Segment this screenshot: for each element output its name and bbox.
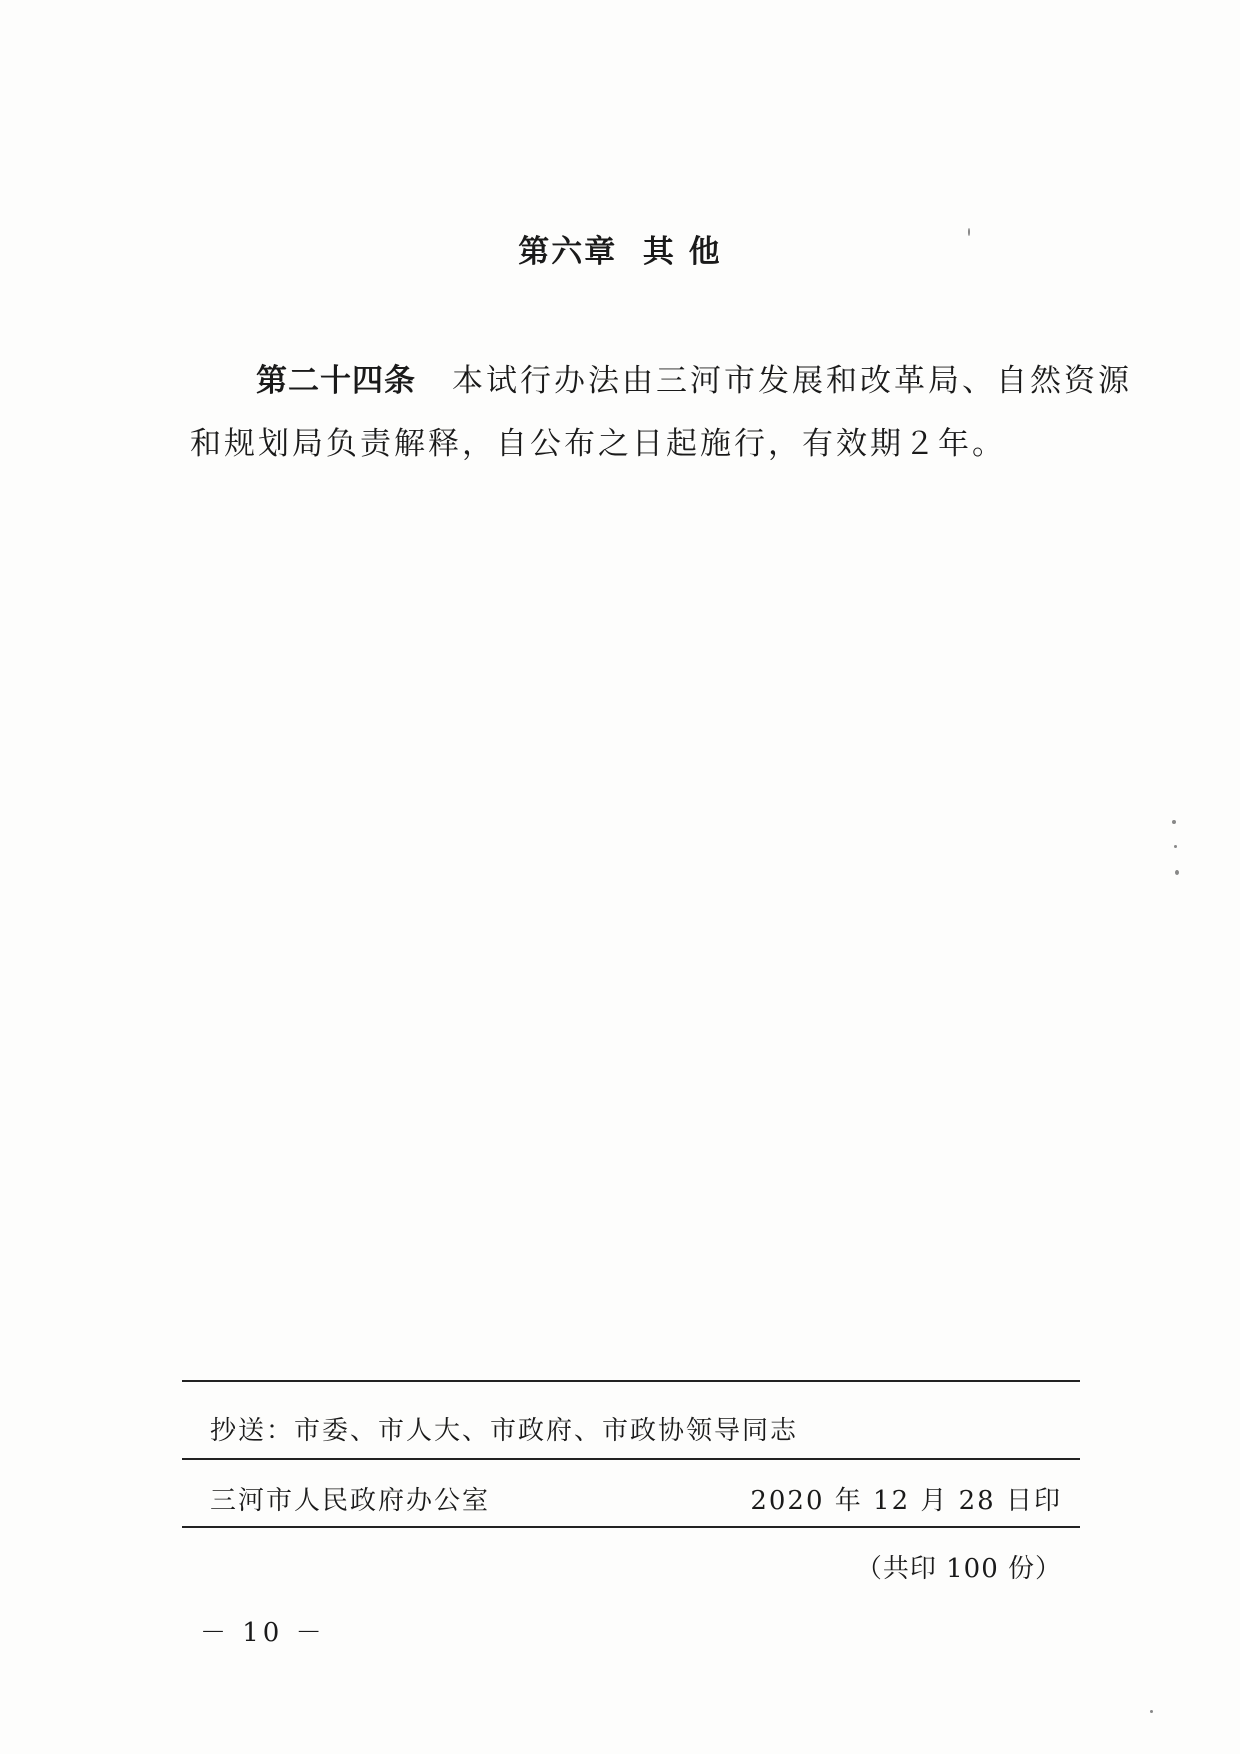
scan-speck [1172, 820, 1176, 824]
article-24 [190, 350, 1132, 476]
article-label: 第二十四条 [256, 363, 416, 399]
copies-count: （共印 100 份） [855, 1554, 1062, 1584]
cc-recipients: 抄送：市委、市人大、市政府、市政协领导同志 [210, 1416, 799, 1446]
issuer-row [210, 1480, 1062, 1517]
footer-top-rule [182, 1380, 1080, 1382]
issuing-office: 三河市人民政府办公室 [210, 1486, 491, 1516]
footer-middle-rule [182, 1458, 1080, 1460]
scan-speck [1174, 845, 1177, 848]
article-text-line2: 和规划局负责解释，自公布之日起施行，有效期２年。 [190, 426, 1006, 462]
scan-speck [968, 228, 970, 236]
scan-speck [1175, 870, 1179, 875]
article-first-line [190, 350, 1132, 413]
print-date: 2020 年 12 月 28 日印 [750, 1486, 1062, 1516]
chapter-title: 第六章 其 他 [518, 234, 722, 270]
article-text-line1: 本试行办法由三河市发展和改革局、自然资源 [452, 363, 1132, 399]
footer-bottom-rule [182, 1526, 1080, 1528]
scan-speck [1150, 1710, 1153, 1713]
page-number: － 10 － [200, 1618, 326, 1648]
